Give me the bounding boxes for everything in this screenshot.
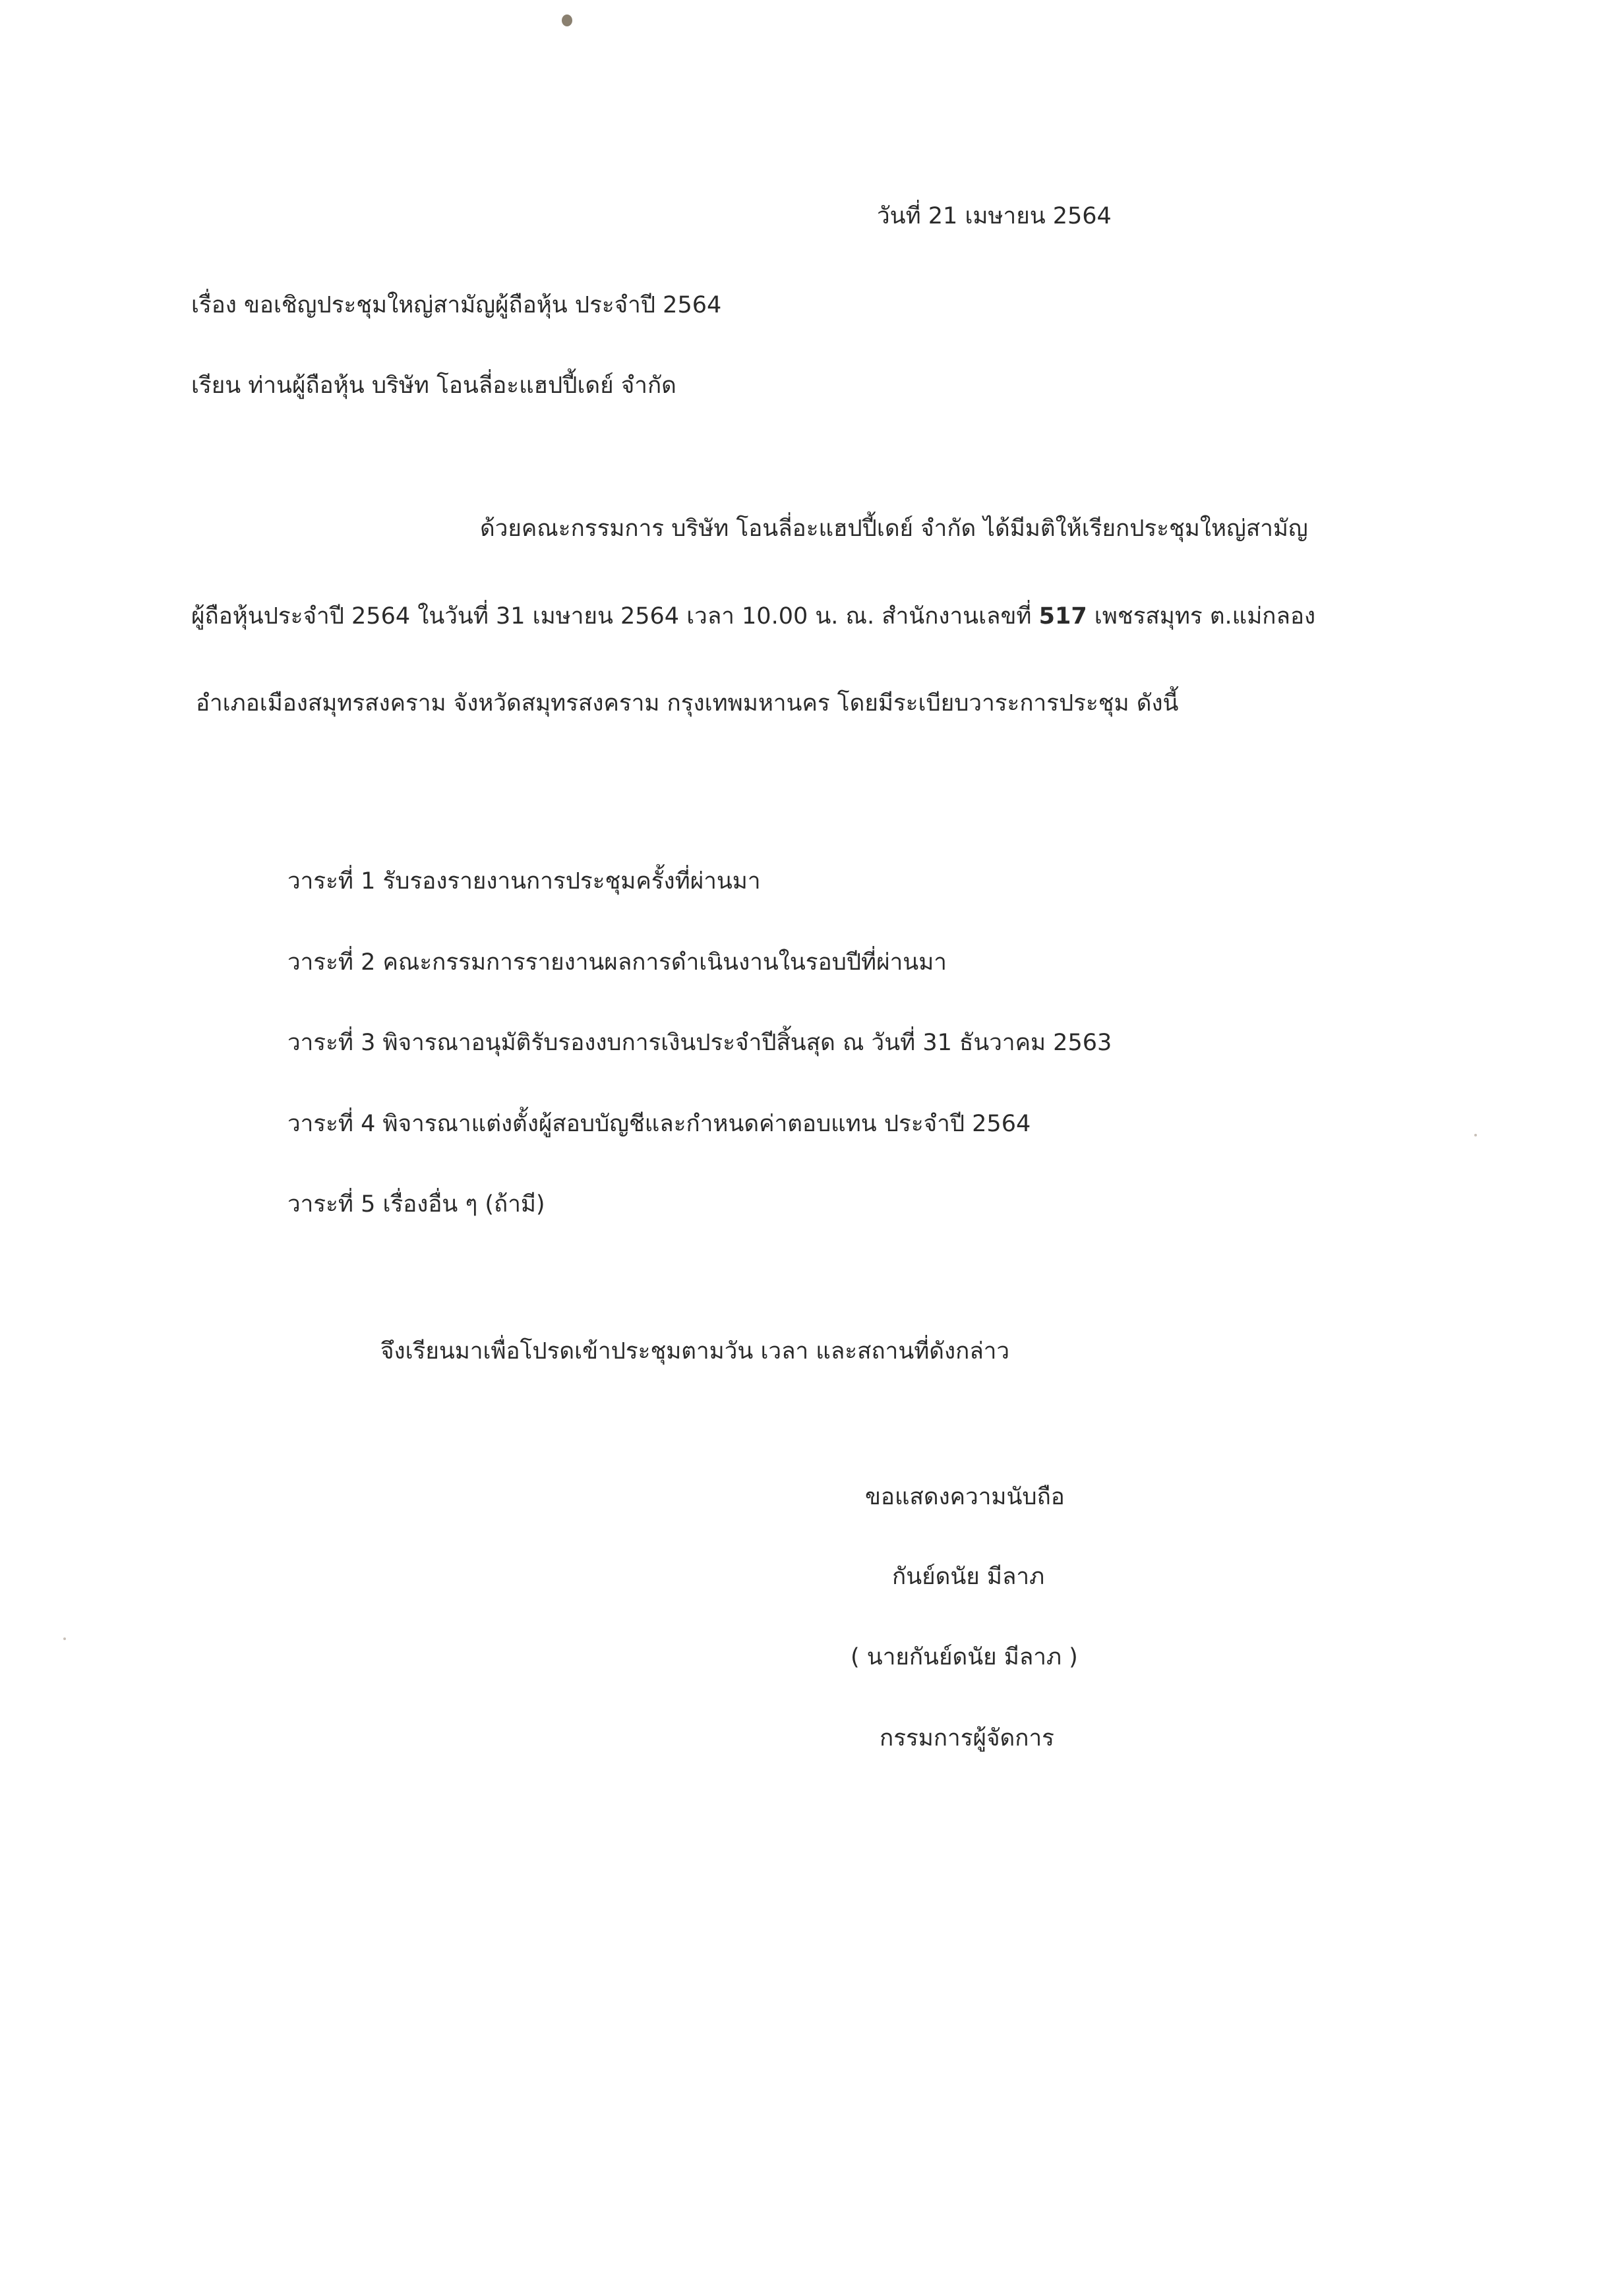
body-line-2-text: ผู้ถือหุ้นประจำปี 2564 ในวันที่ 31 เมษายน 2564 เวลา 10.00 น. ณ. สำนักงานเลขที่	[191, 603, 1039, 630]
agenda-item: วาระที่ 1 รับรองรายงานการประชุมครั้งที่ผ่านมา	[287, 868, 761, 895]
address-number: 517	[1038, 603, 1087, 630]
signature-regards: ขอแสดงความนับถือ	[865, 1484, 1065, 1510]
body-line-3: อำเภอเมืองสมุทรสงคราม จังหวัดสมุทรสงคราม กรุงเทพมหานคร โดยมีระเบียบวาระการประชุม ดังนี้	[196, 690, 1179, 717]
scan-speck	[562, 15, 572, 26]
scan-speck	[63, 1637, 66, 1640]
scan-speck	[1474, 1134, 1477, 1136]
agenda-item: วาระที่ 2 คณะกรรมการรายงานผลการดำเนินงานในรอบปีที่ผ่านมา	[287, 949, 947, 976]
closing-sentence: จึงเรียนมาเพื่อโปรดเข้าประชุมตามวัน เวลา และสถานที่ดังกล่าว	[380, 1338, 1010, 1365]
body-line-2	[191, 605, 1315, 628]
letter-subject: เรื่อง ขอเชิญประชุมใหญ่สามัญผู้ถือหุ้น ประจำปี 2564	[191, 292, 722, 318]
signature-position: กรรมการผู้จัดการ	[880, 1725, 1054, 1751]
signature-printed-name: ( นายกันย์ดนัย มีลาภ )	[851, 1644, 1078, 1670]
agenda-item: วาระที่ 5 เรื่องอื่น ๆ (ถ้ามี)	[287, 1191, 545, 1218]
agenda-item: วาระที่ 4 พิจารณาแต่งตั้งผู้สอบบัญชีและกำหนดค่าตอบแทน ประจำปี 2564	[287, 1111, 1031, 1137]
body-line-2-text-end: เพชรสมุทร ต.แม่กลอง	[1087, 603, 1316, 630]
letter-recipient: เรียน ท่านผู้ถือหุ้น บริษัท โอนลี่อะแฮปปี้เดย์ จำกัด	[191, 372, 676, 399]
letter-date: วันที่ 21 เมษายน 2564	[877, 203, 1112, 229]
signature-signed-name: กันย์ดนัย มีลาภ	[892, 1564, 1045, 1590]
agenda-item: วาระที่ 3 พิจารณาอนุมัติรับรองงบการเงินประจำปีสิ้นสุด ณ วันที่ 31 ธันวาคม 2563	[287, 1030, 1112, 1056]
body-line-1: ด้วยคณะกรรมการ บริษัท โอนลี่อะแฮปปี้เดย์ จำกัด ได้มีมติให้เรียกประชุมใหญ่สามัญ	[480, 515, 1308, 542]
